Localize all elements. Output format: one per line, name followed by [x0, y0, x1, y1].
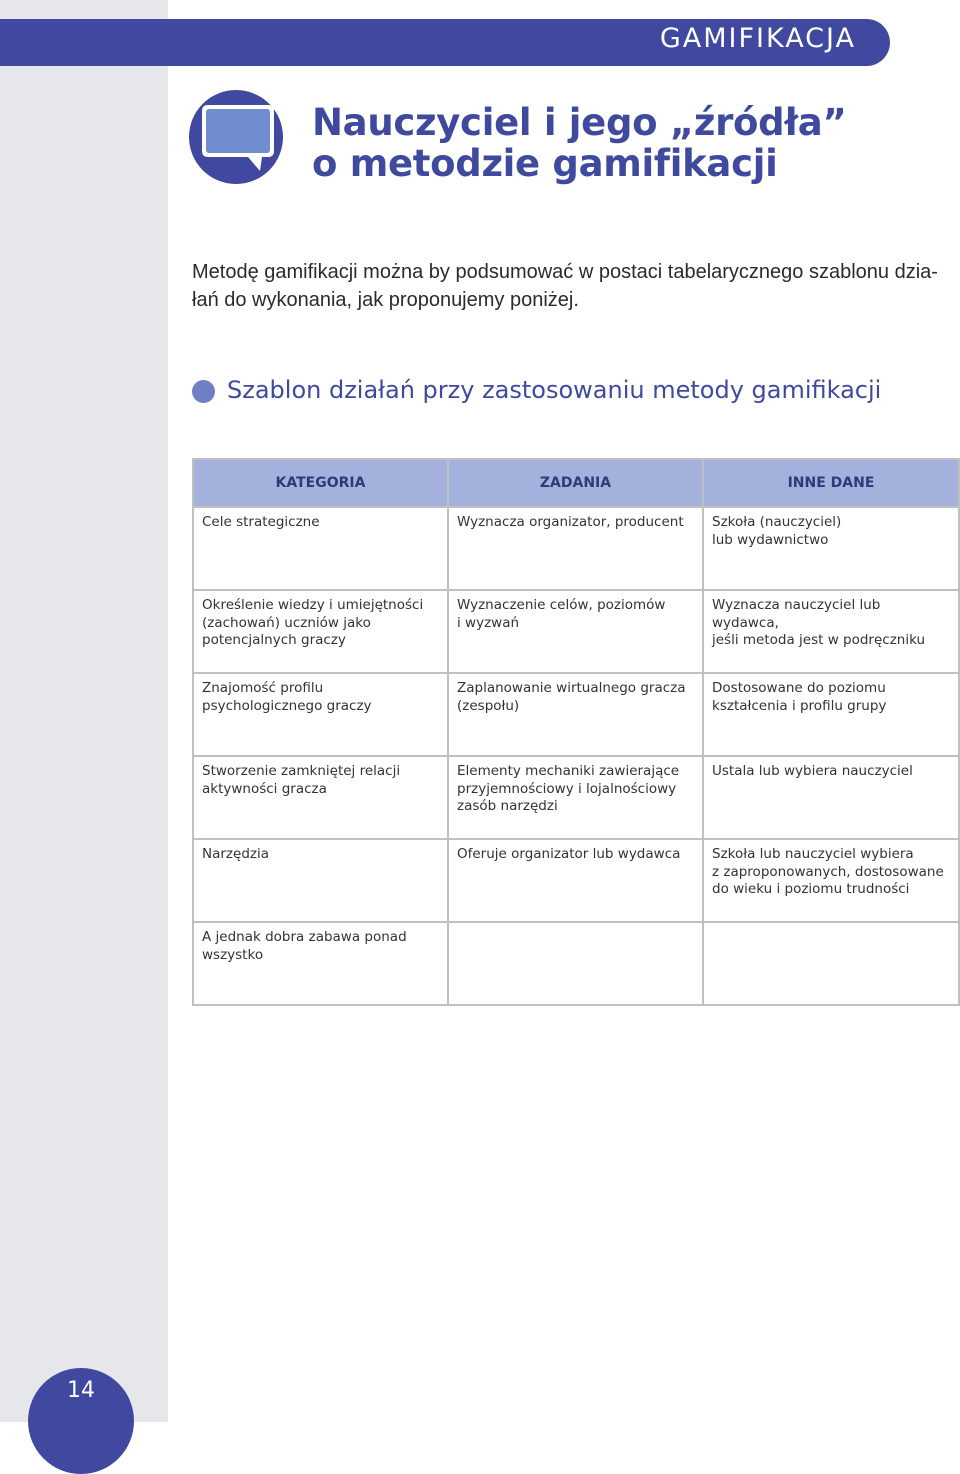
cell-line: Oferuje organizator lub wydawca: [457, 846, 681, 862]
section-heading: [192, 376, 881, 404]
cell-line: A jednak dobra zabawa ponad: [202, 929, 407, 945]
table-cell: [193, 673, 448, 756]
column-header-kategoria: KATEGORIA: [193, 459, 448, 507]
table-cell: [448, 507, 703, 590]
cell-line: jeśli metoda jest w podręczniku: [712, 632, 926, 648]
cell-line: przyjemnościowy i lojalnościowy: [457, 780, 677, 797]
cell-line: Dostosowane do poziomu: [712, 680, 886, 696]
intro-line: łań do wykonania, jak proponujemy poniżej.: [192, 289, 579, 311]
page-number: 14: [67, 1378, 95, 1403]
page-title-line: Nauczyciel i jego „źródła”: [312, 101, 847, 144]
cell-line: Określenie wiedzy i umiejętności: [202, 597, 424, 613]
intro-paragraph: [192, 258, 960, 314]
header-bar: [0, 19, 890, 66]
table-cell: [448, 673, 703, 756]
cell-line: Narzędzia: [202, 846, 269, 862]
cell-line: Elementy mechaniki zawierające: [457, 763, 680, 779]
cell-line: do wieku i poziomu trudności: [712, 881, 910, 897]
table-row: [193, 673, 959, 756]
table-cell: [193, 507, 448, 590]
cell-line: i wyzwań: [457, 614, 520, 631]
cell-line: Wyznacza nauczyciel lub wydawca,: [712, 597, 881, 631]
table-cell: [448, 839, 703, 922]
side-strip: [0, 0, 168, 1422]
action-template-table: [192, 458, 960, 1006]
section-heading-text: Szablon działań przy zastosowaniu metody gamifikacji: [227, 376, 882, 404]
table-header-row: [193, 459, 959, 507]
cell-line: potencjalnych graczy: [202, 632, 346, 648]
intro-line: Metodę gamifikacji można by podsumować w postaci tabelarycznego szablonu dzia-: [192, 261, 938, 283]
table-cell: [448, 756, 703, 839]
cell-line: Ustala lub wybiera nauczyciel: [712, 763, 913, 779]
table-cell: [703, 756, 959, 839]
cell-line: (zespołu): [457, 697, 520, 714]
speech-bubble-icon: [188, 89, 284, 185]
cell-line: Wyznaczenie celów, poziomów: [457, 597, 666, 613]
cell-line: lub wydawnictwo: [712, 531, 829, 548]
table-cell: [703, 507, 959, 590]
cell-line: Zaplanowanie wirtualnego gracza: [457, 680, 686, 696]
column-header-zadania: ZADANIA: [448, 459, 703, 507]
table-cell: [703, 590, 959, 673]
cell-line: (zachowań) uczniów jako: [202, 614, 371, 631]
table-row: [193, 922, 959, 1005]
table-cell: [193, 922, 448, 1005]
table-cell: [193, 839, 448, 922]
cell-line: wszystko: [202, 946, 264, 963]
table-cell: [448, 590, 703, 673]
cell-line: Stworzenie zamkniętej relacji: [202, 763, 401, 779]
table-row: [193, 590, 959, 673]
table-row: [193, 839, 959, 922]
page-number-badge: [28, 1368, 134, 1474]
table-row: [193, 507, 959, 590]
table-cell: [448, 922, 703, 1005]
cell-line: Cele strategiczne: [202, 514, 320, 530]
cell-line: Znajomość profilu: [202, 680, 324, 696]
circle-bullet-icon: [192, 380, 215, 403]
cell-line: Wyznacza organizator, producent: [457, 514, 684, 530]
cell-line: kształcenia i profilu grupy: [712, 697, 887, 714]
table-cell: [193, 756, 448, 839]
section-title: GAMIFIKACJA: [659, 23, 856, 54]
column-header-inne-dane: INNE DANE: [703, 459, 959, 507]
cell-line: Szkoła (nauczyciel): [712, 514, 842, 530]
cell-line: aktywności gracza: [202, 780, 327, 797]
cell-line: zasób narzędzi: [457, 798, 558, 814]
table-cell: [703, 839, 959, 922]
page-title: [312, 102, 846, 184]
table-cell: [193, 590, 448, 673]
table-row: [193, 756, 959, 839]
table-cell: [703, 922, 959, 1005]
cell-line: Szkoła lub nauczyciel wybiera: [712, 846, 914, 862]
cell-line: z zaproponowanych, dostosowane: [712, 863, 944, 880]
cell-line: psychologicznego graczy: [202, 697, 372, 714]
table-cell: [703, 673, 959, 756]
page-title-line: o metodzie gamifikacji: [312, 142, 778, 185]
